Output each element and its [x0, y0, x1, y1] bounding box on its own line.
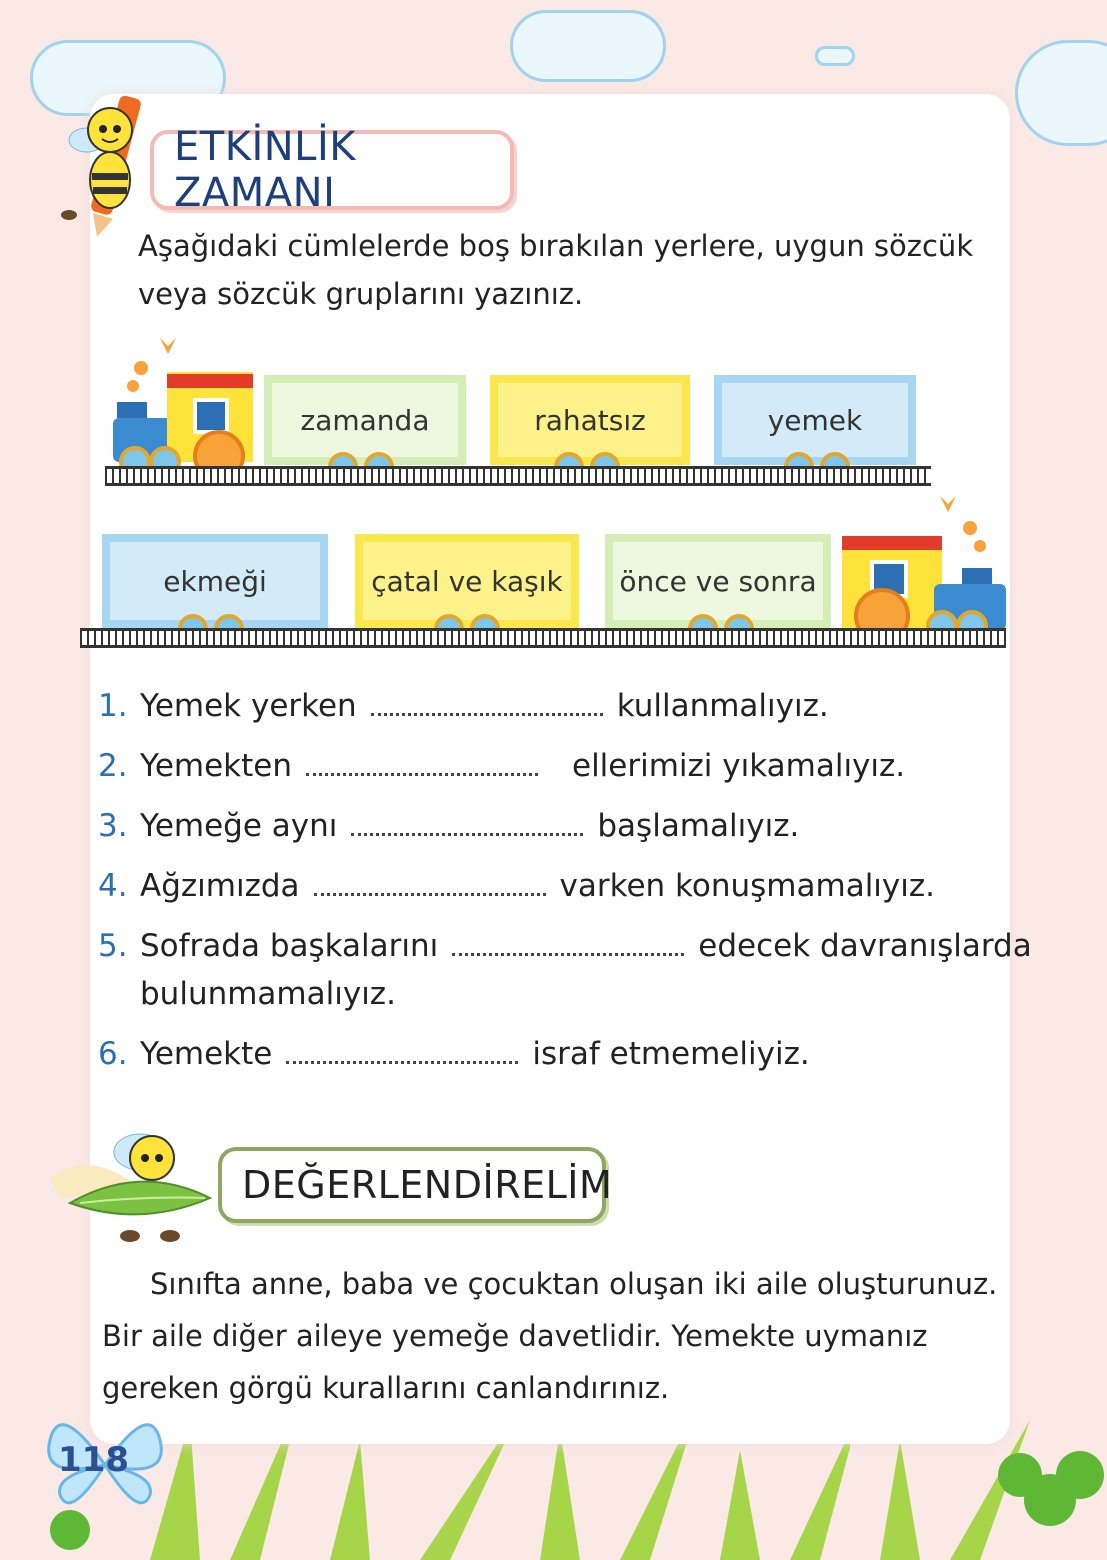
question-text: Sofrada başkalarını: [140, 928, 439, 964]
wagon-word: zamanda: [300, 403, 430, 437]
instructions-text: Aşağıdaki cümlelerde boş bırakılan yerlere, uygun sözcük veya sözcük gruplarını yazınız.: [138, 229, 974, 311]
train-rail: [105, 466, 931, 486]
word-wagon: [102, 534, 328, 628]
question-text: Yemek yerken: [140, 688, 357, 724]
question-text: Yemekten: [140, 748, 292, 784]
answer-blank[interactable]: [306, 759, 538, 776]
question-6: [98, 1036, 810, 1072]
question-5-continued: bulunmamalıyız.: [140, 976, 396, 1012]
answer-blank[interactable]: [371, 699, 603, 716]
question-2: [98, 748, 905, 784]
word-wagon: [714, 375, 916, 465]
cloud-decoration: [510, 10, 666, 82]
word-wagon: [490, 375, 690, 465]
question-text: kullanmalıyız.: [616, 688, 829, 724]
bee-leaf-illustration: [40, 1118, 220, 1248]
question-3: [98, 808, 799, 844]
question-text: başlamalıyız.: [597, 808, 800, 844]
question-text: edecek davranışlarda: [698, 928, 1032, 964]
wagon-word: yemek: [767, 403, 863, 437]
question-number: 2.: [98, 748, 128, 784]
cloud-decoration: [1015, 40, 1107, 146]
answer-blank[interactable]: [314, 879, 546, 896]
question-text: Yemeğe aynı: [140, 808, 338, 844]
question-text: Yemekte: [140, 1036, 273, 1072]
bee-pencil-illustration: [55, 85, 165, 245]
wagon-word: önce ve sonra: [619, 564, 817, 598]
question-text: Ağzımızda: [140, 868, 300, 904]
word-wagon: [264, 375, 466, 465]
locomotive-left: [105, 330, 265, 480]
activity-title: ETKİNLİK ZAMANI: [150, 130, 514, 210]
question-number: 1.: [98, 688, 128, 724]
answer-blank[interactable]: [286, 1047, 518, 1064]
question-text: ellerimizi yıkamalıyız.: [572, 748, 906, 784]
answer-blank[interactable]: [452, 939, 684, 956]
question-4: [98, 868, 935, 904]
wagon-word: çatal ve kaşık: [371, 564, 563, 598]
question-number: 4.: [98, 868, 128, 904]
train-rail: [80, 628, 1006, 648]
question-text: israf etmemeliyiz.: [532, 1036, 810, 1072]
question-number: 3.: [98, 808, 128, 844]
answer-blank[interactable]: [351, 819, 583, 836]
question-5: [98, 928, 1032, 964]
question-number: 5.: [98, 928, 128, 964]
word-wagon: [355, 534, 579, 628]
question-1: [98, 688, 829, 724]
cloud-decoration: [815, 46, 855, 66]
question-number: 6.: [98, 1036, 128, 1072]
evaluation-title: DEĞERLENDİRELİM: [218, 1147, 606, 1223]
evaluation-text: Sınıfta anne, baba ve çocuktan oluşan iki aile oluşturunuz. Bir aile diğer aileye yemeğe davetlidir. Yemekte uymanız gereken görgü kurallarını canlandırınız.: [102, 1267, 998, 1405]
page-number: 118: [58, 1440, 129, 1480]
wagon-word: rahatsız: [534, 403, 646, 437]
wagon-word: ekmeği: [163, 564, 267, 598]
locomotive-right: [842, 488, 1012, 648]
question-text: varken konuşmamalıyız.: [559, 868, 935, 904]
word-wagon: [605, 534, 831, 628]
